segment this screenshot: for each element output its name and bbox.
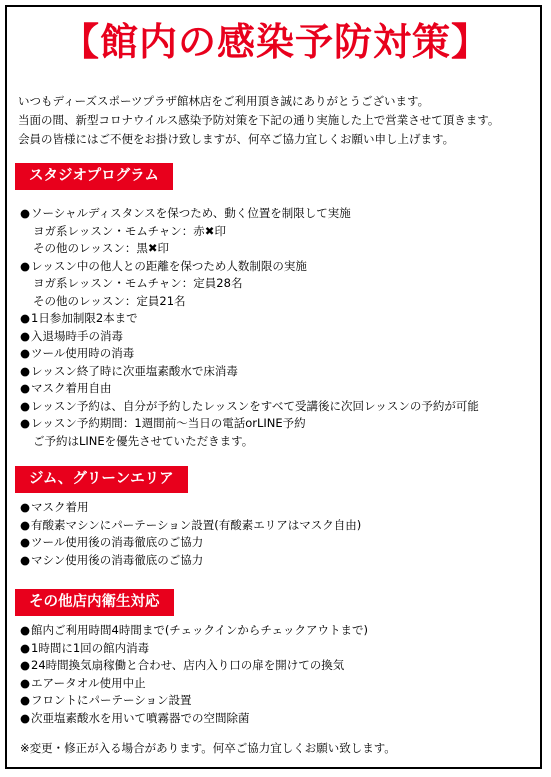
bullet-icon: ● [20,381,31,395]
list-item [20,223,540,241]
bullet-icon: ● [20,206,31,220]
list-item [20,240,540,258]
intro-text [18,92,538,149]
list-item-text: エアータオル使用中止 [31,675,146,690]
list-item-text: フロントにパーテーション設置 [31,693,192,707]
list-item-text: 24時間換気扇稼働と合わせ、店内入り口の扉を開けての換気 [31,658,345,672]
section-list-studio [20,205,540,450]
intro-line: 会員の皆様にはご不便をお掛け致しますが、何卒ご協力宜しくお願い申し上げます。 [18,132,455,146]
list-item [20,363,540,381]
list-item-text: レッスン終了時に次亜塩素酸水で床消毒 [31,363,238,378]
bullet-icon: ● [20,258,31,273]
list-item-text: ツール使用時の消毒 [31,346,135,360]
list-item [20,205,540,223]
list-item-text: ツール使用後の消毒徹底のご協力 [31,535,204,549]
bullet-icon: ● [20,535,31,549]
list-item [20,380,540,398]
bullet-icon: ● [20,311,31,325]
list-item [20,692,540,710]
list-item-text: マシン使用後の消毒徹底のご協力 [31,552,204,567]
list-item-text: 館内ご利用時間4時間まで(チェックインからチェックアウトまで) [31,623,369,637]
bullet-icon: ● [20,640,31,655]
list-item-text: ソーシャルディスタンスを保つため、動く位置を制限して実施 [31,206,351,220]
list-item-text: レッスン予約は、自分が予約したレッスンをすべて受講後に次回レッスンの予約が可能 [31,398,479,413]
list-item [20,328,540,346]
list-item-text: 1日参加制限2本まで [31,311,138,325]
bullet-icon: ● [20,552,31,567]
list-item-text: ご予約はLINEを優先させていただきます。 [33,433,254,448]
list-item-text: その他のレッスン：黒✖印 [33,241,170,255]
list-item [20,675,540,693]
list-item-text: 入退場時手の消毒 [31,328,123,343]
section-list-hygiene [20,622,540,727]
list-item-text: その他のレッスン：定員21名 [33,293,186,308]
list-item-text: マスク着用 [31,500,89,514]
list-item [20,710,540,728]
list-item [20,552,540,570]
bullet-icon: ● [20,710,31,725]
list-item [20,517,540,535]
list-item [20,293,540,311]
list-item [20,345,540,363]
bullet-icon: ● [20,658,31,672]
list-item [20,415,540,433]
list-item-text: マスク着用自由 [31,381,112,395]
list-item [20,398,540,416]
bullet-icon: ● [20,675,31,690]
footer-note: ※変更・修正が入る場合があります。何卒ご協力宜しくお願い致します。 [20,741,396,755]
bullet-icon: ● [20,500,31,514]
list-item-text: 有酸素マシンにパーテーション設置(有酸素エリアはマスク自由) [31,517,362,532]
list-item-text: レッスン中の他人との距離を保つため人数制限の実施 [31,258,307,273]
intro-line: 当面の間、新型コロナウイルス感染予防対策を下記の通り実施した上で営業させて頂きます。 [18,113,500,127]
list-item-text: ヨガ系レッスン・モムチャン：定員28名 [33,276,243,290]
list-item [20,258,540,276]
section-list-gym [20,499,540,569]
bullet-icon: ● [20,693,31,707]
page-title: 【館内の感染予防対策】 [60,20,490,64]
list-item [20,657,540,675]
list-item [20,275,540,293]
list-item [20,499,540,517]
list-item [20,433,540,451]
list-item-text: レッスン予約期間：1週間前〜当日の電話orLINE予約 [31,416,306,430]
intro-line: いつもディーズスポーツプラザ館林店をご利用頂き誠にありがとうございます。 [18,94,430,108]
list-item [20,622,540,640]
list-item-text: 次亜塩素酸水を用いて噴霧器での空間除菌 [31,710,250,725]
section-heading-gym: ジム、グリーンエリア [15,466,188,493]
bullet-icon: ● [20,517,31,532]
list-item [20,534,540,552]
bullet-icon: ● [20,328,31,343]
section-heading-hygiene: その他店内衛生対応 [15,589,174,616]
list-item [20,310,540,328]
list-item-text: 1時間に1回の館内消毒 [31,640,150,655]
bullet-icon: ● [20,363,31,378]
bullet-icon: ● [20,346,31,360]
list-item [20,640,540,658]
section-heading-studio: スタジオプログラム [15,163,173,190]
bullet-icon: ● [20,623,31,637]
bullet-icon: ● [20,416,31,430]
bullet-icon: ● [20,398,31,413]
list-item-text: ヨガ系レッスン・モムチャン：赤✖印 [33,223,226,238]
